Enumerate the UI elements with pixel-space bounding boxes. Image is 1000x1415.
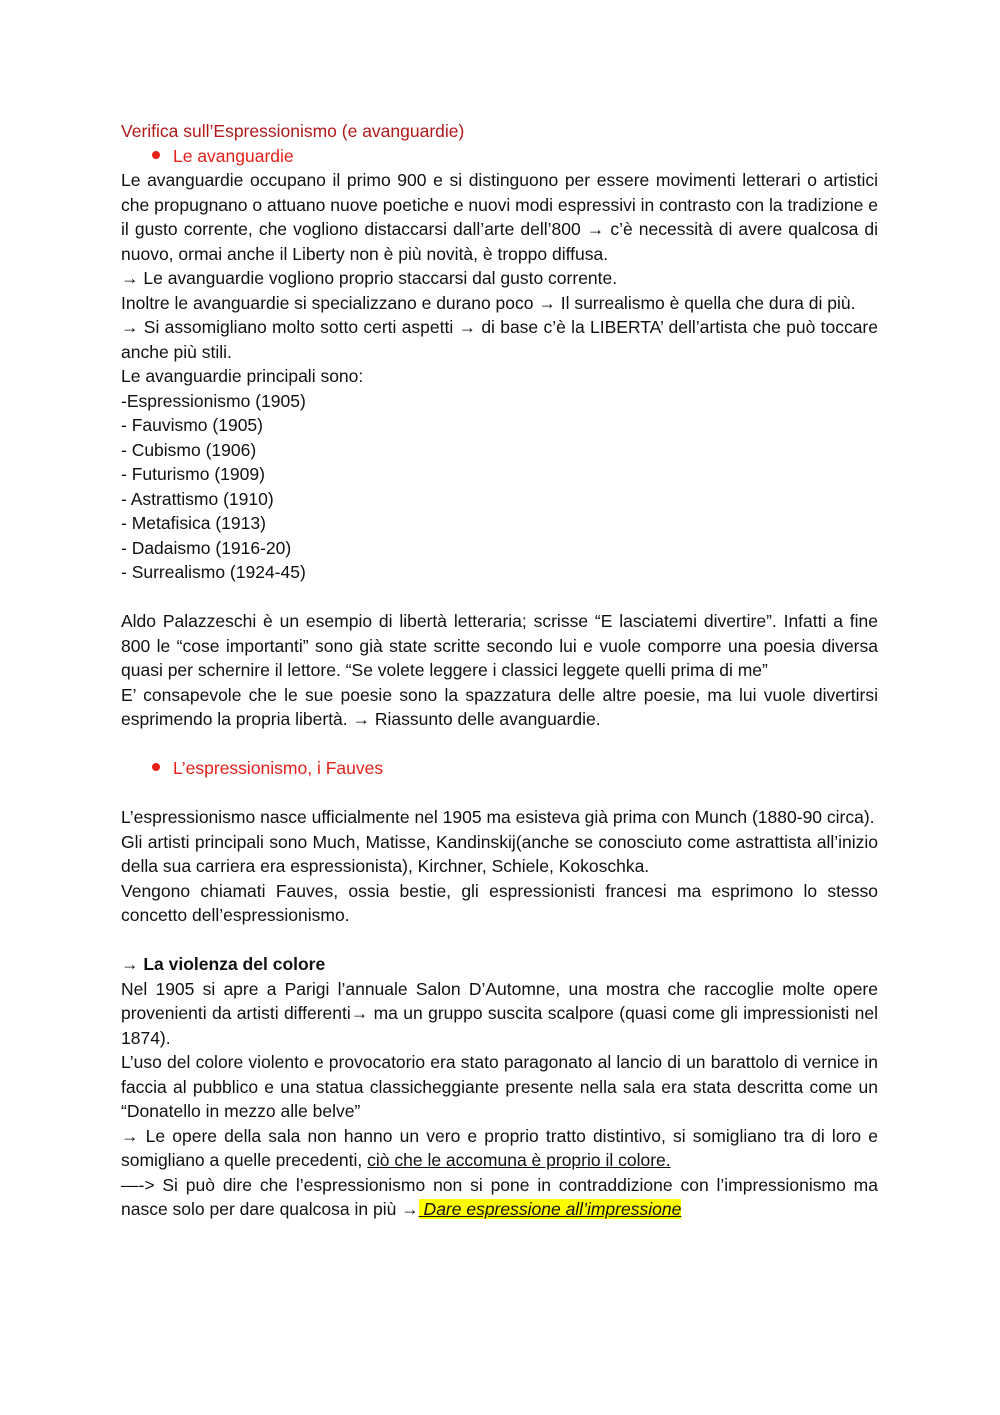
- list-item: - Cubismo (1906): [121, 439, 257, 460]
- bullet-icon: [121, 144, 151, 169]
- paragraph: Aldo Palazzeschi è un esempio di libertà letteraria; scrisse “E lasciatemi divertire”. Infatti a fine 800 le “cose importanti” sono già state scritte secondo lui e vuole comporre una poesia diversa quasi per schernire il lettore. “Se volete leggere i classici leggete quelli prima di me”: [121, 611, 878, 680]
- section-heading-espressionismo: [121, 756, 878, 781]
- document-title: Verifica sull’Espressionismo (e avanguardie): [121, 121, 465, 141]
- document-page: [121, 119, 878, 1222]
- blank-line: [121, 781, 878, 806]
- section-heading-avanguardie: [121, 144, 878, 169]
- blank-line: [121, 928, 878, 953]
- bullet-icon: [121, 756, 151, 781]
- paragraph: [121, 1124, 878, 1173]
- paragraph: Inoltre le avanguardie si specializzano e durano poco → Il surrealismo è quella che dura di più.: [121, 292, 856, 313]
- paragraph: Gli artisti principali sono Much, Matisse, Kandinskij(anche se conosciuto come astrattista all’inizio della sua carriera era espressionista), Kirchner, Schiele, Kokoschka.: [121, 831, 878, 876]
- paragraph: L’uso del colore violento e provocatorio era stato paragonato al lancio di un barattolo di vernice in faccia al pubblico e una statua classicheggiante presente nella sala era stata descritta come un “Donatello in mezzo alle belve”: [121, 1052, 878, 1121]
- blank-line: [121, 732, 878, 757]
- paragraph-text: → Le opere della sala non hanno un vero e proprio tratto distintivo, si somigliano tra di loro e somigliano a quelle precedenti,: [121, 1125, 878, 1170]
- list-item: - Surrealismo (1924-45): [121, 562, 306, 582]
- section-heading-label: L’espressionismo, i Fauves: [173, 758, 384, 778]
- paragraph: E’ consapevole che le sue poesie sono la spazzatura delle altre poesie, ma lui vuole divertirsi esprimendo la propria libertà. → Riassunto delle avanguardie.: [121, 684, 878, 729]
- list-item: - Metafisica (1913): [121, 513, 266, 533]
- list-item: - Astrattismo (1910): [121, 488, 274, 509]
- highlighted-text: Dare espressione all’impressione: [418, 1199, 682, 1219]
- avanguardie-list: [121, 389, 878, 585]
- blank-line: [121, 585, 878, 610]
- paragraph: → Si assomigliano molto sotto certi aspetti → di base c’è la LIBERTA’ dell’artista che può toccare anche più stili.: [121, 317, 878, 362]
- list-item: -Espressionismo (1905): [121, 390, 306, 411]
- paragraph: L’espressionismo nasce ufficialmente nel 1905 ma esisteva già prima con Munch (1880-90 circa).: [121, 807, 875, 827]
- section-heading-label: Le avanguardie: [173, 145, 294, 166]
- list-item: - Futurismo (1909): [121, 464, 265, 484]
- list-intro: Le avanguardie principali sono:: [121, 366, 364, 386]
- paragraph-text: —-> Si può dire che l’espressionismo non si pone in contraddizione con l’impressionismo ma nasce solo per dare qualcosa in più →: [121, 1174, 878, 1219]
- paragraph: Vengono chiamati Fauves, ossia bestie, gli espressionisti francesi ma esprimono lo stesso concetto dell’espressionismo.: [121, 880, 878, 925]
- list-item: - Dadaismo (1916-20): [121, 537, 292, 558]
- paragraph: → Le avanguardie vogliono proprio staccarsi dal gusto corrente.: [121, 268, 618, 288]
- paragraph: [121, 1173, 878, 1222]
- subheading: → La violenza del colore: [121, 954, 326, 974]
- underlined-text: ciò che le accomuna è proprio il colore.: [367, 1150, 671, 1170]
- paragraph: Nel 1905 si apre a Parigi l’annuale Salon D’Automne, una mostra che raccoglie molte opere provenienti da artisti differenti→ ma un gruppo suscita scalpore (quasi come gli impressionisti nel 1874).: [121, 978, 878, 1048]
- paragraph: Le avanguardie occupano il primo 900 e si distinguono per essere movimenti letterari o artistici che propugnano o attuano nuove poetiche e nuovi modi espressivi in contrasto con la tradizione e il gusto corrente, che vogliono distaccarsi dall’arte dell’800 → c’è necessità di avere qualcosa di nuovo, ormai anche il Liberty non è più novità, è troppo diffusa.: [121, 170, 878, 264]
- list-item: - Fauvismo (1905): [121, 415, 263, 435]
